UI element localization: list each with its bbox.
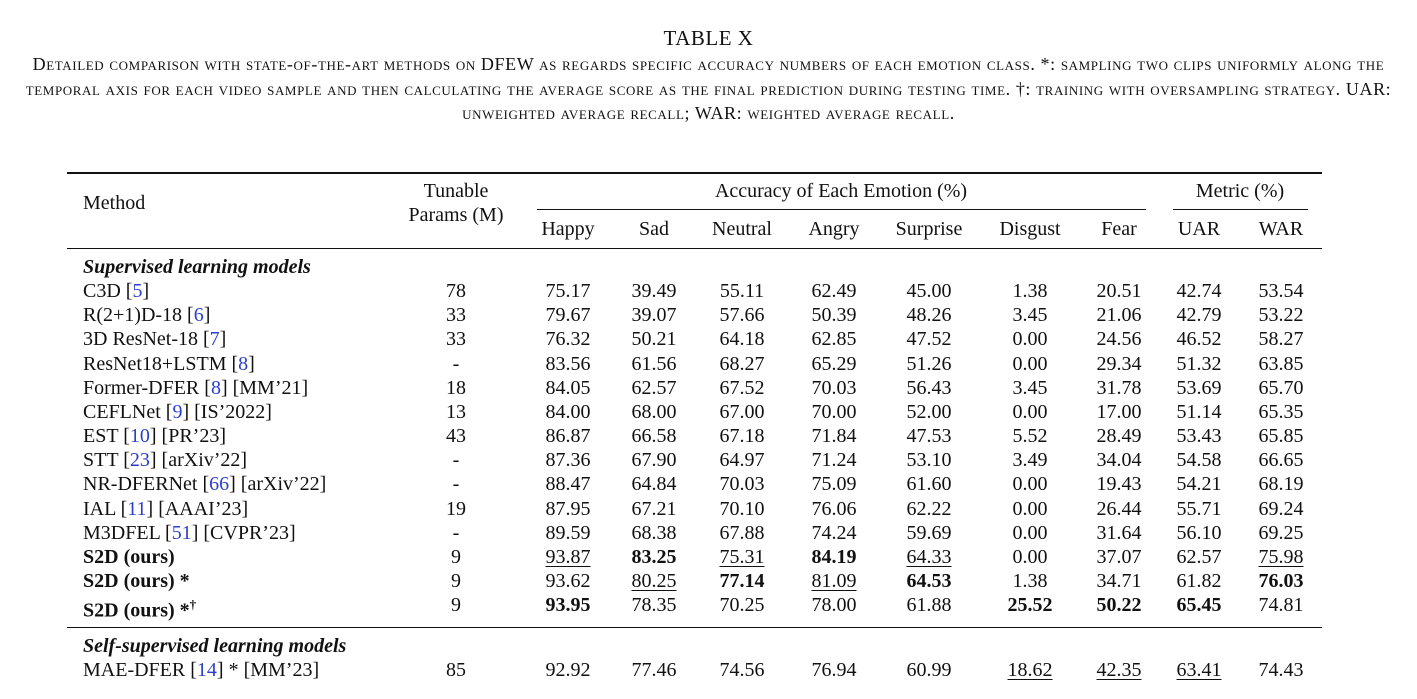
method-name: Former-DFER [8] [MM’21] — [83, 376, 309, 399]
value-cell-uar: 54.58 — [1176, 449, 1222, 472]
section-title: Self-supervised learning models — [83, 635, 347, 657]
params-cell: 33 — [446, 328, 466, 351]
params-header-line2: Params (M) — [408, 204, 504, 226]
value-cell-happy: 93.87 — [545, 545, 591, 568]
value-cell-sad: 66.58 — [631, 425, 677, 448]
value-cell-disgust: 0.00 — [1012, 352, 1048, 375]
section-title: Supervised learning models — [83, 256, 311, 278]
column-header-war: WAR — [1258, 218, 1304, 240]
value-cell-happy: 89.59 — [545, 521, 591, 544]
citation-link[interactable]: [10] — [123, 425, 157, 448]
value-cell-sad: 68.38 — [631, 521, 677, 544]
value-cell-surprise: 64.33 — [906, 545, 952, 568]
citation-link[interactable]: [14] — [190, 659, 224, 682]
value-cell-angry: 62.49 — [811, 280, 857, 303]
value-cell-war: 63.85 — [1258, 352, 1304, 375]
method-name: S2D (ours) — [83, 545, 175, 568]
value-cell-happy: 86.87 — [545, 425, 591, 448]
params-cell: 78 — [446, 280, 466, 303]
value-cell-uar: 56.10 — [1176, 521, 1222, 544]
value-cell-surprise: 62.22 — [906, 497, 952, 520]
value-cell-surprise: 47.53 — [906, 425, 952, 448]
value-cell-angry: 84.19 — [811, 545, 857, 568]
value-cell-disgust: 0.00 — [1012, 328, 1048, 351]
metric-group-rule — [1173, 209, 1308, 210]
value-cell-angry: 70.03 — [811, 376, 857, 399]
value-cell-disgust: 18.62 — [1007, 659, 1053, 682]
value-cell-happy: 93.95 — [545, 594, 591, 617]
value-cell-neutral: 67.52 — [719, 376, 765, 399]
value-cell-disgust: 3.49 — [1012, 449, 1048, 472]
column-header-happy: Happy — [541, 218, 595, 240]
value-cell-sad: 39.49 — [631, 280, 677, 303]
value-cell-disgust: 0.00 — [1012, 400, 1048, 423]
value-cell-disgust: 3.45 — [1012, 304, 1048, 327]
value-cell-disgust: 0.00 — [1012, 545, 1048, 568]
value-cell-fear: 50.22 — [1096, 594, 1142, 617]
value-cell-sad: 67.21 — [631, 497, 677, 520]
value-cell-uar: 46.52 — [1176, 328, 1222, 351]
value-cell-fear: 17.00 — [1096, 400, 1142, 423]
value-cell-fear: 26.44 — [1096, 497, 1142, 520]
value-cell-surprise: 59.69 — [906, 521, 952, 544]
value-cell-war: 65.35 — [1258, 400, 1304, 423]
value-cell-war: 66.65 — [1258, 449, 1304, 472]
value-cell-sad: 77.46 — [631, 659, 677, 682]
value-cell-neutral: 68.27 — [719, 352, 765, 375]
value-cell-fear: 37.07 — [1096, 545, 1142, 568]
method-name: EST [10] [PR’23] — [83, 425, 226, 448]
value-cell-uar: 53.43 — [1176, 425, 1222, 448]
value-cell-surprise: 51.26 — [906, 352, 952, 375]
params-cell: - — [452, 352, 460, 375]
value-cell-angry: 71.24 — [811, 449, 857, 472]
value-cell-war: 65.85 — [1258, 425, 1304, 448]
value-cell-sad: 50.21 — [631, 328, 677, 351]
value-cell-sad: 62.57 — [631, 376, 677, 399]
value-cell-disgust: 1.38 — [1012, 569, 1048, 592]
value-cell-war: 68.19 — [1258, 473, 1304, 496]
method-name: C3D [5] — [83, 280, 150, 303]
value-cell-disgust: 0.00 — [1012, 521, 1048, 544]
value-cell-happy: 92.92 — [545, 659, 591, 682]
citation-link[interactable]: [8] — [231, 352, 255, 375]
citation-link[interactable]: [6] — [187, 304, 211, 327]
citation-link[interactable]: [23] — [123, 449, 157, 472]
value-cell-disgust: 0.00 — [1012, 473, 1048, 496]
value-cell-surprise: 52.00 — [906, 400, 952, 423]
value-cell-fear: 19.43 — [1096, 473, 1142, 496]
citation-link[interactable]: [7] — [202, 328, 227, 351]
value-cell-sad: 64.84 — [631, 473, 677, 496]
value-cell-neutral: 75.31 — [719, 545, 765, 568]
value-cell-war: 75.98 — [1258, 545, 1304, 568]
value-cell-war: 74.43 — [1258, 659, 1304, 682]
method-name: NR-DFERNet [66] [arXiv’22] — [83, 473, 327, 496]
method-name: STT [23] [arXiv’22] — [83, 449, 248, 472]
column-header-neutral: Neutral — [712, 218, 772, 240]
emotion-group-rule — [537, 209, 1146, 210]
value-cell-fear: 31.78 — [1096, 376, 1142, 399]
table-label: TABLE X — [663, 26, 754, 50]
value-cell-angry: 65.29 — [811, 352, 857, 375]
value-cell-fear: 29.34 — [1096, 352, 1142, 375]
top-rule — [67, 172, 1322, 174]
value-cell-neutral: 70.25 — [719, 594, 765, 617]
value-cell-fear: 21.06 — [1096, 304, 1142, 327]
value-cell-neutral: 64.97 — [719, 449, 765, 472]
value-cell-angry: 74.24 — [811, 521, 857, 544]
value-cell-sad: 39.07 — [631, 304, 677, 327]
value-cell-sad: 83.25 — [631, 545, 677, 568]
value-cell-neutral: 70.10 — [719, 497, 765, 520]
value-cell-angry: 76.94 — [811, 659, 857, 682]
value-cell-war: 69.24 — [1258, 497, 1304, 520]
value-cell-surprise: 61.60 — [906, 473, 952, 496]
params-cell: 13 — [446, 400, 466, 423]
value-cell-uar: 61.82 — [1176, 569, 1222, 592]
value-cell-fear: 24.56 — [1096, 328, 1142, 351]
table-caption: Detailed comparison with state-of-the-art methods on DFEW as regards specific accuracy numbers of each emotion class. *: sampling two clips uniformly along the temporal axis for each video sample and then calculating the average score as the final prediction during testing time. †: training with oversampling strategy. UAR: unweighted average recall; WAR: weighted average recall. — [25, 54, 1392, 123]
value-cell-sad: 61.56 — [631, 352, 677, 375]
value-cell-happy: 84.00 — [545, 400, 591, 423]
value-cell-happy: 76.32 — [545, 328, 591, 351]
value-cell-neutral: 74.56 — [719, 659, 765, 682]
params-cell: 18 — [446, 376, 466, 399]
value-cell-angry: 76.06 — [811, 497, 857, 520]
value-cell-happy: 83.56 — [545, 352, 591, 375]
column-header-sad: Sad — [639, 218, 669, 240]
value-cell-sad: 67.90 — [631, 449, 677, 472]
method-name: M3DFEL [51] [CVPR’23] — [83, 521, 296, 544]
emotion-group-header: Accuracy of Each Emotion (%) — [714, 180, 968, 202]
value-cell-neutral: 55.11 — [719, 280, 765, 303]
value-cell-happy: 93.62 — [545, 569, 591, 592]
value-cell-angry: 71.84 — [811, 425, 857, 448]
value-cell-happy: 87.36 — [545, 449, 591, 472]
value-cell-uar: 42.79 — [1176, 304, 1222, 327]
params-cell: 43 — [446, 425, 466, 448]
value-cell-disgust: 0.00 — [1012, 497, 1048, 520]
value-cell-neutral: 67.00 — [719, 400, 765, 423]
value-cell-disgust: 1.38 — [1012, 280, 1048, 303]
value-cell-war: 58.27 — [1258, 328, 1304, 351]
params-cell: 9 — [451, 594, 461, 617]
method-name: CEFLNet [9] [IS’2022] — [83, 400, 272, 423]
value-cell-neutral: 57.66 — [719, 304, 765, 327]
params-cell: - — [452, 449, 460, 472]
value-cell-happy: 84.05 — [545, 376, 591, 399]
citation-link[interactable]: [66] — [202, 473, 236, 496]
citation-link[interactable]: [9] — [165, 400, 190, 423]
params-cell: - — [452, 473, 460, 496]
method-name: 3D ResNet-18 [7] — [83, 328, 227, 351]
value-cell-neutral: 67.88 — [719, 521, 765, 544]
value-cell-uar: 62.57 — [1176, 545, 1222, 568]
column-header-surprise: Surprise — [895, 218, 963, 240]
method-name: R(2+1)D-18 [6] — [83, 304, 211, 327]
column-header-angry: Angry — [808, 218, 860, 240]
method-name: ResNet18+LSTM [8] — [83, 352, 255, 375]
value-cell-war: 53.22 — [1258, 304, 1304, 327]
params-cell: 9 — [451, 569, 461, 592]
value-cell-war: 53.54 — [1258, 280, 1304, 303]
value-cell-fear: 34.71 — [1096, 569, 1142, 592]
value-cell-happy: 88.47 — [545, 473, 591, 496]
method-name: IAL [11] [AAAI’23] — [83, 497, 249, 520]
value-cell-war: 65.70 — [1258, 376, 1304, 399]
citation-link[interactable]: [8] — [204, 376, 228, 399]
params-cell: 33 — [446, 304, 466, 327]
value-cell-fear: 31.64 — [1096, 521, 1142, 544]
value-cell-war: 74.81 — [1258, 594, 1304, 617]
value-cell-surprise: 53.10 — [906, 449, 952, 472]
method-name: S2D (ours) *† — [83, 597, 197, 622]
value-cell-uar: 53.69 — [1176, 376, 1222, 399]
value-cell-uar: 63.41 — [1176, 659, 1222, 682]
value-cell-neutral: 70.03 — [719, 473, 765, 496]
value-cell-uar: 51.32 — [1176, 352, 1222, 375]
value-cell-fear: 20.51 — [1096, 280, 1142, 303]
value-cell-happy: 87.95 — [545, 497, 591, 520]
method-header: Method — [83, 192, 146, 214]
value-cell-sad: 78.35 — [631, 594, 677, 617]
value-cell-angry: 81.09 — [811, 569, 857, 592]
header-rule — [67, 248, 1322, 249]
value-cell-angry: 70.00 — [811, 400, 857, 423]
citation-link[interactable]: [5] — [125, 280, 150, 303]
value-cell-uar: 51.14 — [1176, 400, 1222, 423]
value-cell-fear: 28.49 — [1096, 425, 1142, 448]
value-cell-happy: 79.67 — [545, 304, 591, 327]
value-cell-uar: 42.74 — [1176, 280, 1222, 303]
value-cell-neutral: 77.14 — [719, 569, 765, 592]
params-cell: 9 — [451, 545, 461, 568]
metric-group-header: Metric (%) — [1195, 180, 1285, 202]
value-cell-neutral: 67.18 — [719, 425, 765, 448]
value-cell-angry: 50.39 — [811, 304, 857, 327]
citation-link[interactable]: [51] — [165, 521, 199, 544]
value-cell-surprise: 47.52 — [906, 328, 952, 351]
column-header-uar: UAR — [1177, 218, 1221, 240]
value-cell-uar: 54.21 — [1176, 473, 1222, 496]
citation-link[interactable]: [11] — [120, 497, 154, 520]
value-cell-neutral: 64.18 — [719, 328, 765, 351]
method-name: S2D (ours) * — [83, 569, 190, 592]
value-cell-fear: 34.04 — [1096, 449, 1142, 472]
value-cell-war: 69.25 — [1258, 521, 1304, 544]
value-cell-angry: 75.09 — [811, 473, 857, 496]
value-cell-uar: 65.45 — [1176, 594, 1222, 617]
value-cell-surprise: 48.26 — [906, 304, 952, 327]
params-header-line1: Tunable — [423, 180, 489, 202]
value-cell-disgust: 25.52 — [1007, 594, 1053, 617]
value-cell-surprise: 64.53 — [906, 569, 952, 592]
value-cell-surprise: 56.43 — [906, 376, 952, 399]
params-cell: 85 — [446, 659, 466, 682]
value-cell-surprise: 61.88 — [906, 594, 952, 617]
value-cell-disgust: 5.52 — [1012, 425, 1048, 448]
value-cell-fear: 42.35 — [1096, 659, 1142, 682]
value-cell-surprise: 60.99 — [906, 659, 952, 682]
method-name: MAE-DFER [14] * [MM’23] — [83, 659, 320, 682]
value-cell-war: 76.03 — [1258, 569, 1304, 592]
value-cell-uar: 55.71 — [1176, 497, 1222, 520]
value-cell-disgust: 3.45 — [1012, 376, 1048, 399]
value-cell-angry: 62.85 — [811, 328, 857, 351]
value-cell-sad: 80.25 — [631, 569, 677, 592]
column-header-fear: Fear — [1101, 218, 1137, 240]
section-rule — [67, 627, 1322, 628]
params-cell: 19 — [446, 497, 466, 520]
params-cell: - — [452, 521, 460, 544]
value-cell-happy: 75.17 — [545, 280, 591, 303]
value-cell-sad: 68.00 — [631, 400, 677, 423]
column-header-disgust: Disgust — [999, 218, 1061, 240]
value-cell-surprise: 45.00 — [906, 280, 952, 303]
value-cell-angry: 78.00 — [811, 594, 857, 617]
